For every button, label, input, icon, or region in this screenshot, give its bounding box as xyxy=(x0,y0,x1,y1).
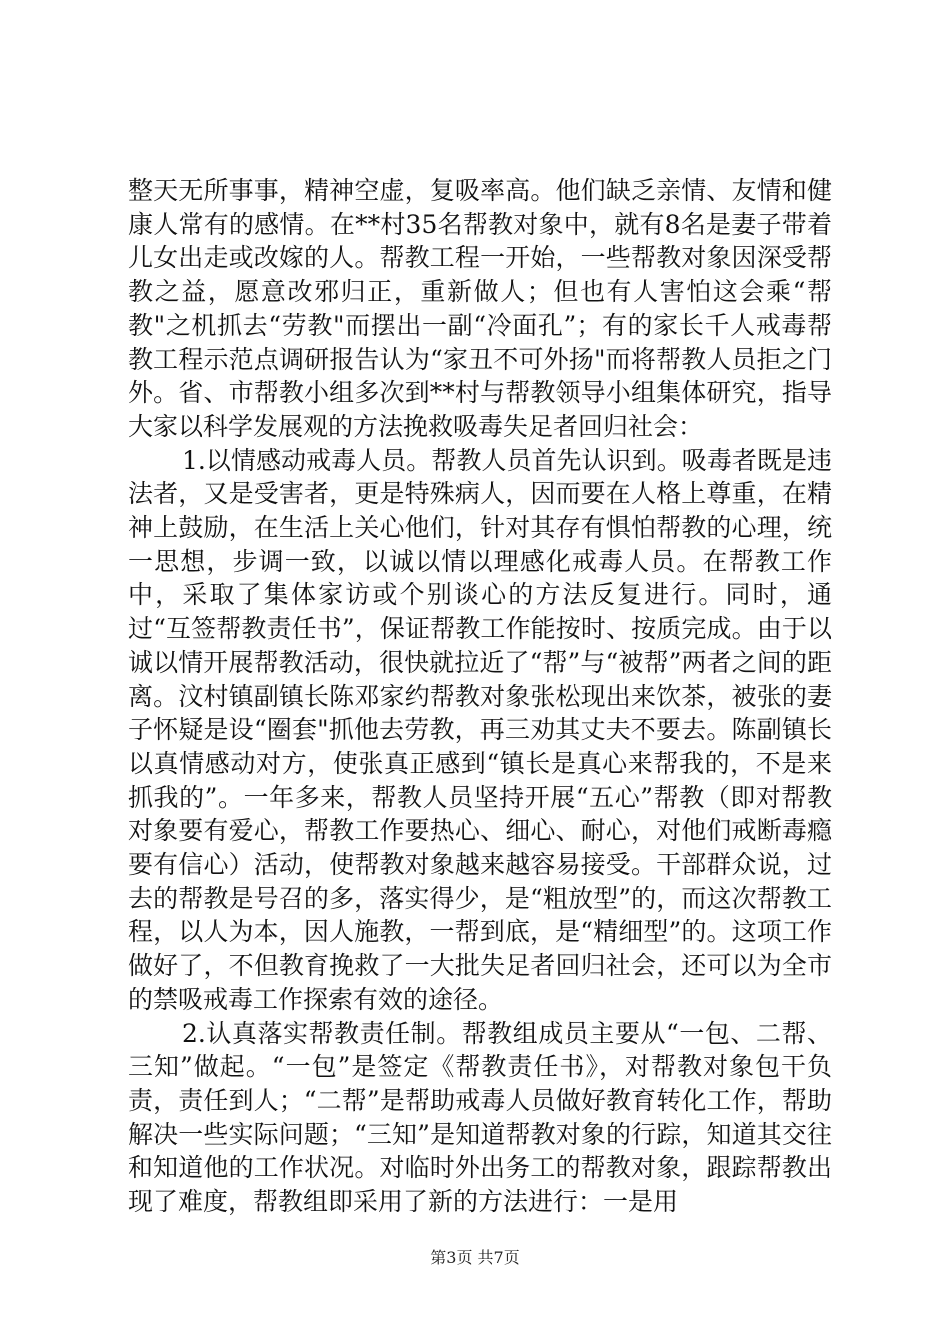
paragraph-2: 1.以情感动戒毒人员。帮教人员首先认识到。吸毒者既是违法者，又是受害者，更是特殊病人，因而要在人格上尊重，在精神上鼓励，在生活上关心他们，针对其存有惧怕帮教的心理，统一思想，步调一致，以诚以情以理感化戒毒人员。在帮教工作中，采取了集体家访或个别谈心的方法反复进行。同时，通过“互签帮教责任书”，保证帮教工作能按时、按质完成。由于以诚以情开展帮教活动，很快就拉近了“帮”与“被帮”两者之间的距离。汶村镇副镇长陈邓家约帮教对象张松现出来饮茶，被张的妻子怀疑是设“圈套"抓他去劳教，再三劝其丈夫不要去。陈副镇长以真情感动对方，使张真正感到“镇长是真心来帮我的，不是来抓我的”。一年多来，帮教人员坚持开展“五心”帮教（即对帮教对象要有爱心，帮教工作要热心、细心、耐心，对他们戒断毒瘾要有信心）活动，使帮教对象越来越容易接受。干部群众说，过去的帮教是号召的多，落实得少，是“粗放型”的，而这次帮教工程，以人为本，因人施教，一帮到底，是“精细型”的。这项工作做好了，不但教育挽救了一大批失足者回归社会，还可以为全市的禁吸戒毒工作探索有效的途径。 xyxy=(128,445,832,1014)
page-number-footer: 第3页 共7页 xyxy=(430,1248,520,1267)
paragraph-1: 整天无所事事，精神空虚，复吸率高。他们缺乏亲情、友情和健康人常有的感情。在**村35名帮教对象中，就有8名是妻子带着儿女出走或改嫁的人。帮教工程一开始，一些帮教对象因深受帮教之益，愿意改邪归正，重新做人；但也有人害怕这会乘“帮教"之机抓去“劳教"而摆出一副“冷面孔”；有的家长千人戒毒帮教工程示范点调研报告认为“家丑不可外扬"而将帮教人员拒之门外。省、市帮教小组多次到**村与帮教领导小组集体研究，指导大家以科学发展观的方法挽救吸毒失足者回归社会： xyxy=(128,176,832,441)
paragraph-3: 2.认真落实帮教责任制。帮教组成员主要从“一包、二帮、三知”做起。“一包”是签定《帮教责任书》，对帮教对象包干负责，责任到人；“二帮”是帮助戒毒人员做好教育转化工作，帮助解决一些实际问题；“三知”是知道帮教对象的行踪，知道其交往和知道他的工作状况。对临时外出务工的帮教对象，跟踪帮教出现了难度，帮教组即采用了新的方法进行：一是用 xyxy=(128,1018,832,1217)
document-body xyxy=(128,174,832,1219)
